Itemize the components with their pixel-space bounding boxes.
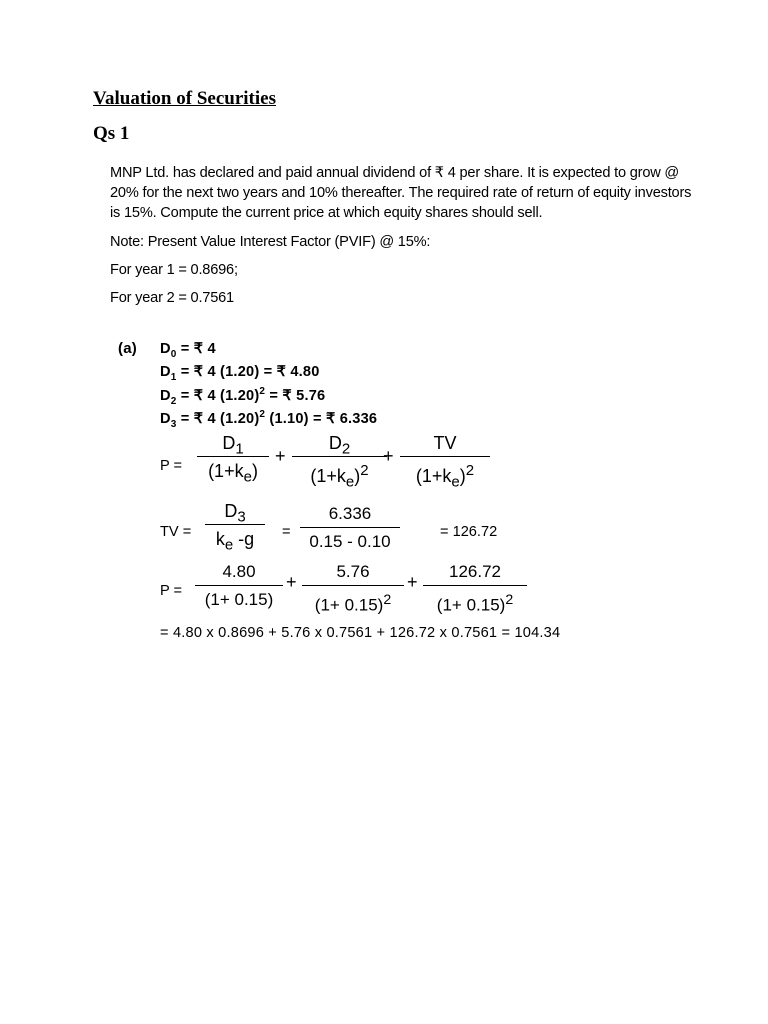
equals-sign: = — [282, 524, 291, 540]
p-term-2: $D_2$ $(1+k_e)^2$ — [292, 432, 387, 482]
d2-value-a: = ₹ 4 (1.20) — [176, 387, 260, 404]
p-formula-label: P = — [160, 458, 183, 474]
p-value-term-3: 126.72 $(1+ 0.15)^2$ — [423, 561, 527, 611]
plus-sign: + — [407, 572, 418, 592]
p-value-label: P = — [160, 583, 183, 599]
p-value-term-2: 5.76 $(1+ 0.15)^2$ — [302, 561, 404, 611]
p-term-3: TV $(1+k_e)^2$ — [400, 432, 490, 482]
question-line-2: 20% for the next two years and 10% thereafter. The required rate of return of equity investors — [110, 185, 692, 201]
tv-denominator: 0.15 - 0.10 — [309, 532, 391, 551]
p-value-term-1 — [195, 561, 283, 611]
d3-value-b: (1.10) = ₹ 6.336 — [265, 410, 378, 427]
question-line-3: is 15%. Compute the current price at which equity shares should sell. — [110, 205, 543, 221]
d1-value: = ₹ 4 (1.20) = ₹ 4.80 — [176, 364, 320, 380]
tv-formula-label: TV = — [160, 524, 192, 540]
solution-label: (a) — [118, 340, 137, 357]
p-term-3-denominator: (1+ 0.15) — [436, 595, 506, 615]
d2-value-b: = ₹ 5.76 — [265, 387, 326, 404]
plus-sign: + — [286, 572, 297, 592]
plus-sign: + — [275, 446, 286, 466]
d0-line: $D_0$ = ₹ 4 — [160, 341, 216, 360]
question-line-1: MNP Ltd. has declared and paid annual dividend of ₹ 4 per share. It is expected to grow @ — [110, 165, 680, 181]
tv-formula-fraction: $D_3$ $k_e$ -g — [205, 500, 265, 550]
d3-line: $D_3$ = ₹ 4 $(1.20)^2$ (1.10) = ₹ 6.336 — [160, 409, 378, 430]
p-term-1-denominator: (1+ 0.15) — [204, 590, 274, 609]
pvif-year-1: For year 1 = 0.8696; — [110, 262, 238, 278]
pvif-year-2: For year 2 = 0.7561 — [110, 290, 234, 306]
tv-result: = 126.72 — [440, 524, 498, 540]
d0-value: = ₹ 4 — [176, 341, 216, 357]
p-term-1-numerator: 4.80 — [222, 562, 256, 581]
final-computation: = 4.80 x 0.8696 + 5.76 x 0.7561 + 126.72 x 0.7561 = 104.34 — [160, 625, 561, 641]
d2-line: $D_2$ = ₹ 4 $(1.20)^2$ = ₹ 5.76 — [160, 386, 326, 407]
question-label: Qs 1 — [93, 123, 130, 144]
plus-sign: + — [383, 446, 394, 466]
p-term-1: $D_1$ $(1+k_e)$ — [197, 432, 269, 482]
tv-value-fraction — [300, 503, 400, 553]
p-term-2-denominator: (1+ 0.15) — [314, 595, 384, 615]
p-term-3-numerator: 126.72 — [449, 562, 501, 581]
d1-line: $D_1$ = ₹ 4 (1.20) = ₹ 4.80 — [160, 364, 320, 383]
document-title: Valuation of Securities — [93, 88, 276, 109]
tv-numerator: 6.336 — [328, 504, 372, 523]
d3-value-a: = ₹ 4 (1.20) — [176, 410, 260, 427]
pvif-note: Note: Present Value Interest Factor (PVIF) @ 15%: — [110, 234, 431, 250]
p-term-2-numerator: 5.76 — [336, 562, 370, 581]
